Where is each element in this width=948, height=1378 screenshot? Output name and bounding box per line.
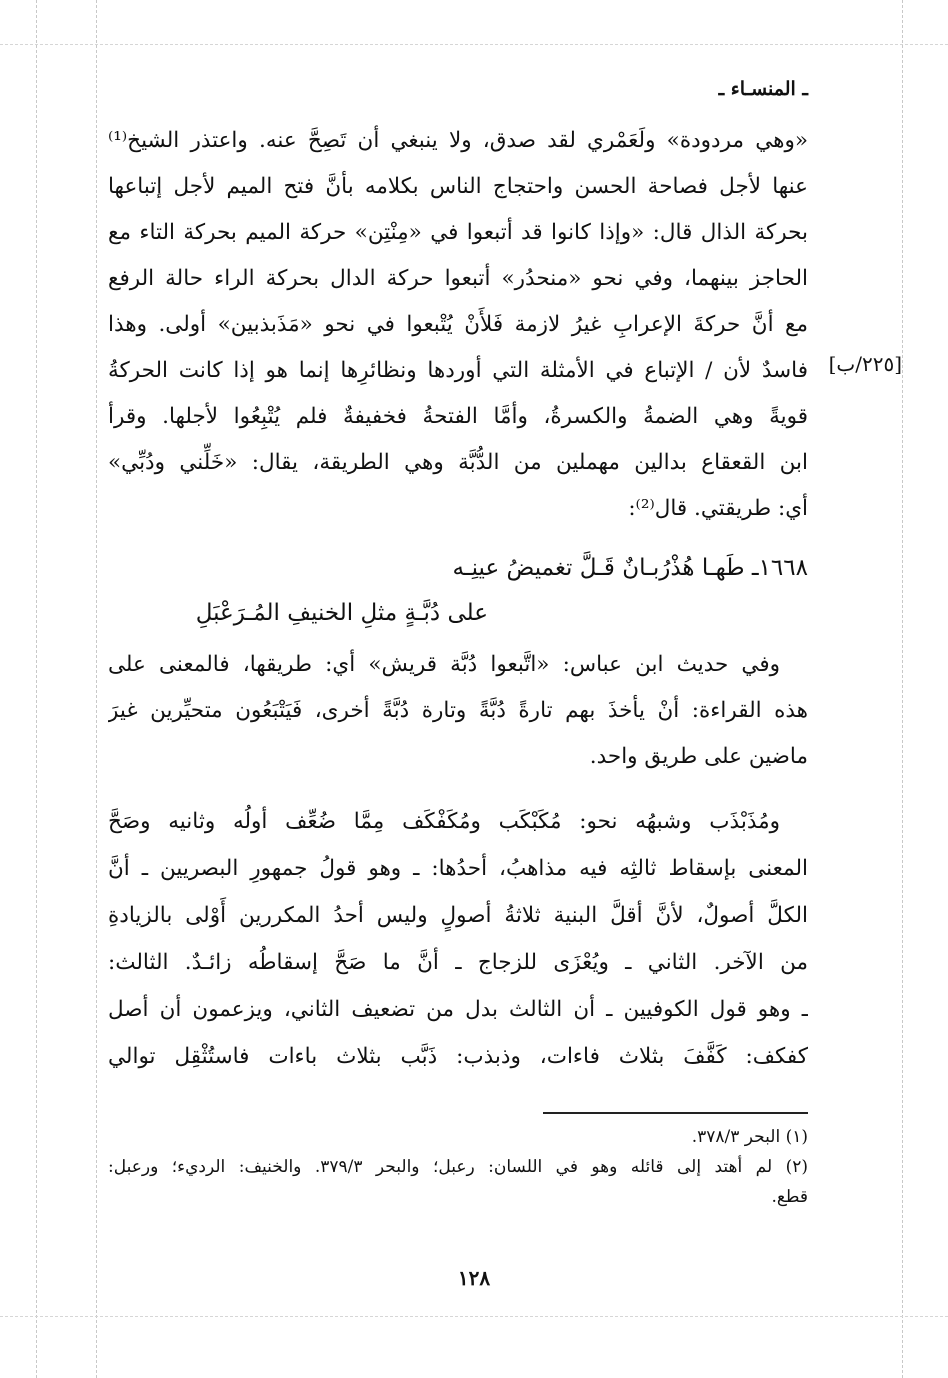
text-line: ـ وهو قول الكوفيين ـ أن الثالث بدل من تضعيف الثاني، ويزعمون أن أصل <box>108 997 808 1022</box>
text-line: عنها لأجل فصاحة الحسن واحتجاج الناس بكلامه بأنَّ فتح الميم لأجل إتباعها <box>108 174 808 199</box>
morphology-paragraph <box>108 798 808 1080</box>
text-line: «وهي مردودة» ولَعَمْري لقد صدق، ولا ينبغي أن تَصِحَّ عنه. واعتذر الشيخ⁽¹⁾ <box>108 128 808 153</box>
footnote-2: (٢) لم أهتد إلى قائله وهو في اللسان: رعبل؛ والبحر ٣٧٩/٣. والخنيف: الرديء؛ ورعبل: <box>108 1157 808 1177</box>
text-line: من الآخر. الثاني ـ ويُعْزَى للزجاج ـ أنَّ ما صَحَّ إسقاطُه زائـدٌ. الثالث: <box>108 950 808 975</box>
scan-guide-line <box>0 1316 948 1317</box>
hadith-paragraph <box>108 642 808 780</box>
scan-guide-line <box>36 0 37 1378</box>
text-line: وفي حديث ابن عباس: «اتَّبعوا دُبَّة قريش» أي: طريقها، فالمعنى على <box>108 652 780 677</box>
text-line: الحاجز بينهما، وفي نحو «منحدُر» أتبعوا حركة الدال بحركة الراء حالة الرفع <box>108 266 808 291</box>
text-line: الكلَّ أصولٌ، لأنَّ أقلَّ البنية ثلاثةُ أصولٍ وليس أحدُ المكررين أَوْلى بالزيادةِ <box>108 903 808 928</box>
text-line: ومُذَبْذَب وشبهُه نحو: مُكَبْكَب ومُكَفْكَف مِمَّا ضُعِّف أولُه وثانيه وصَحَّ <box>108 809 780 834</box>
text-line: هذه القراءة: أنْ يأخذَ بهم تارةً دُبَّةً وتارة دُبَّةً أخرى، فَيَتْبَعُون متحيِّرين غيرَ <box>108 698 808 723</box>
text-line: أي: طريقتي. قال⁽²⁾: <box>628 496 808 521</box>
text-line: المعنى بإسقاط ثالثِه فيه مذاهبُ، أحدُها: ـ وهو قولُ جمهورِ البصريين ـ أنَّ <box>108 856 808 881</box>
text-line: فاسدٌ لأن / الإتباع في الأمثلة التي أوردها ونظائرِها إنما هو إذا كانت الحركةُ <box>108 358 808 383</box>
verse-line-1: ١٦٦٨ـ طَهـا هُذْرُبـانٌ قَـلَّ تغميضُ عينِـه <box>452 555 808 581</box>
text-line: كفكف: كَفَّفَ بثلاث فاءات، وذبذب: ذَبَّب بثلاث باءات فاستُثْقِل توالي <box>108 1044 808 1069</box>
text-line: مع أنَّ حركةَ الإعرابِ غيرُ لازمة فَلأَنْ يُتْبعوا في نحو «مَذَبذبين» أولى. وهذا <box>108 312 808 337</box>
page-number: ١٢٨ <box>457 1266 491 1290</box>
scan-guide-line <box>96 0 97 1378</box>
text-line: ماضين على طريق واحد. <box>589 744 808 769</box>
main-paragraph <box>108 118 808 532</box>
footnote-1: (١) البحر ٣٧٨/٣. <box>691 1127 808 1147</box>
manuscript-folio-ref: [٢٢٥/ب] <box>828 352 902 376</box>
text-line: بحركة الذال قال: «وإذا كانوا قد أتبعوا في «مِنْتِن» حركة الميم بحركة التاء مع <box>108 220 808 245</box>
verse-line-2: على دُبَّـةٍ مثلِ الخنيفِ المُـرَعْبَلِ <box>195 600 488 626</box>
text-line: ابن القعقاع بدالين مهملين من الدُّبَّة وهي الطريقة، يقال: «خَلِّني ودُبِّي» <box>108 450 808 475</box>
running-header: ـ المنسـاء ـ <box>718 78 808 100</box>
footnote-separator <box>543 1112 808 1114</box>
text-line: قويةً وهي الضمةُ والكسرةُ، وأمَّا الفتحةُ فخفيفةٌ فلم يُتْبِعُوا لأجلها. وقرأ <box>108 404 808 429</box>
scan-guide-line <box>0 44 948 45</box>
scan-guide-line <box>902 0 903 1378</box>
footnote-2-continuation: قطع. <box>771 1187 808 1207</box>
footnotes <box>108 1122 808 1212</box>
